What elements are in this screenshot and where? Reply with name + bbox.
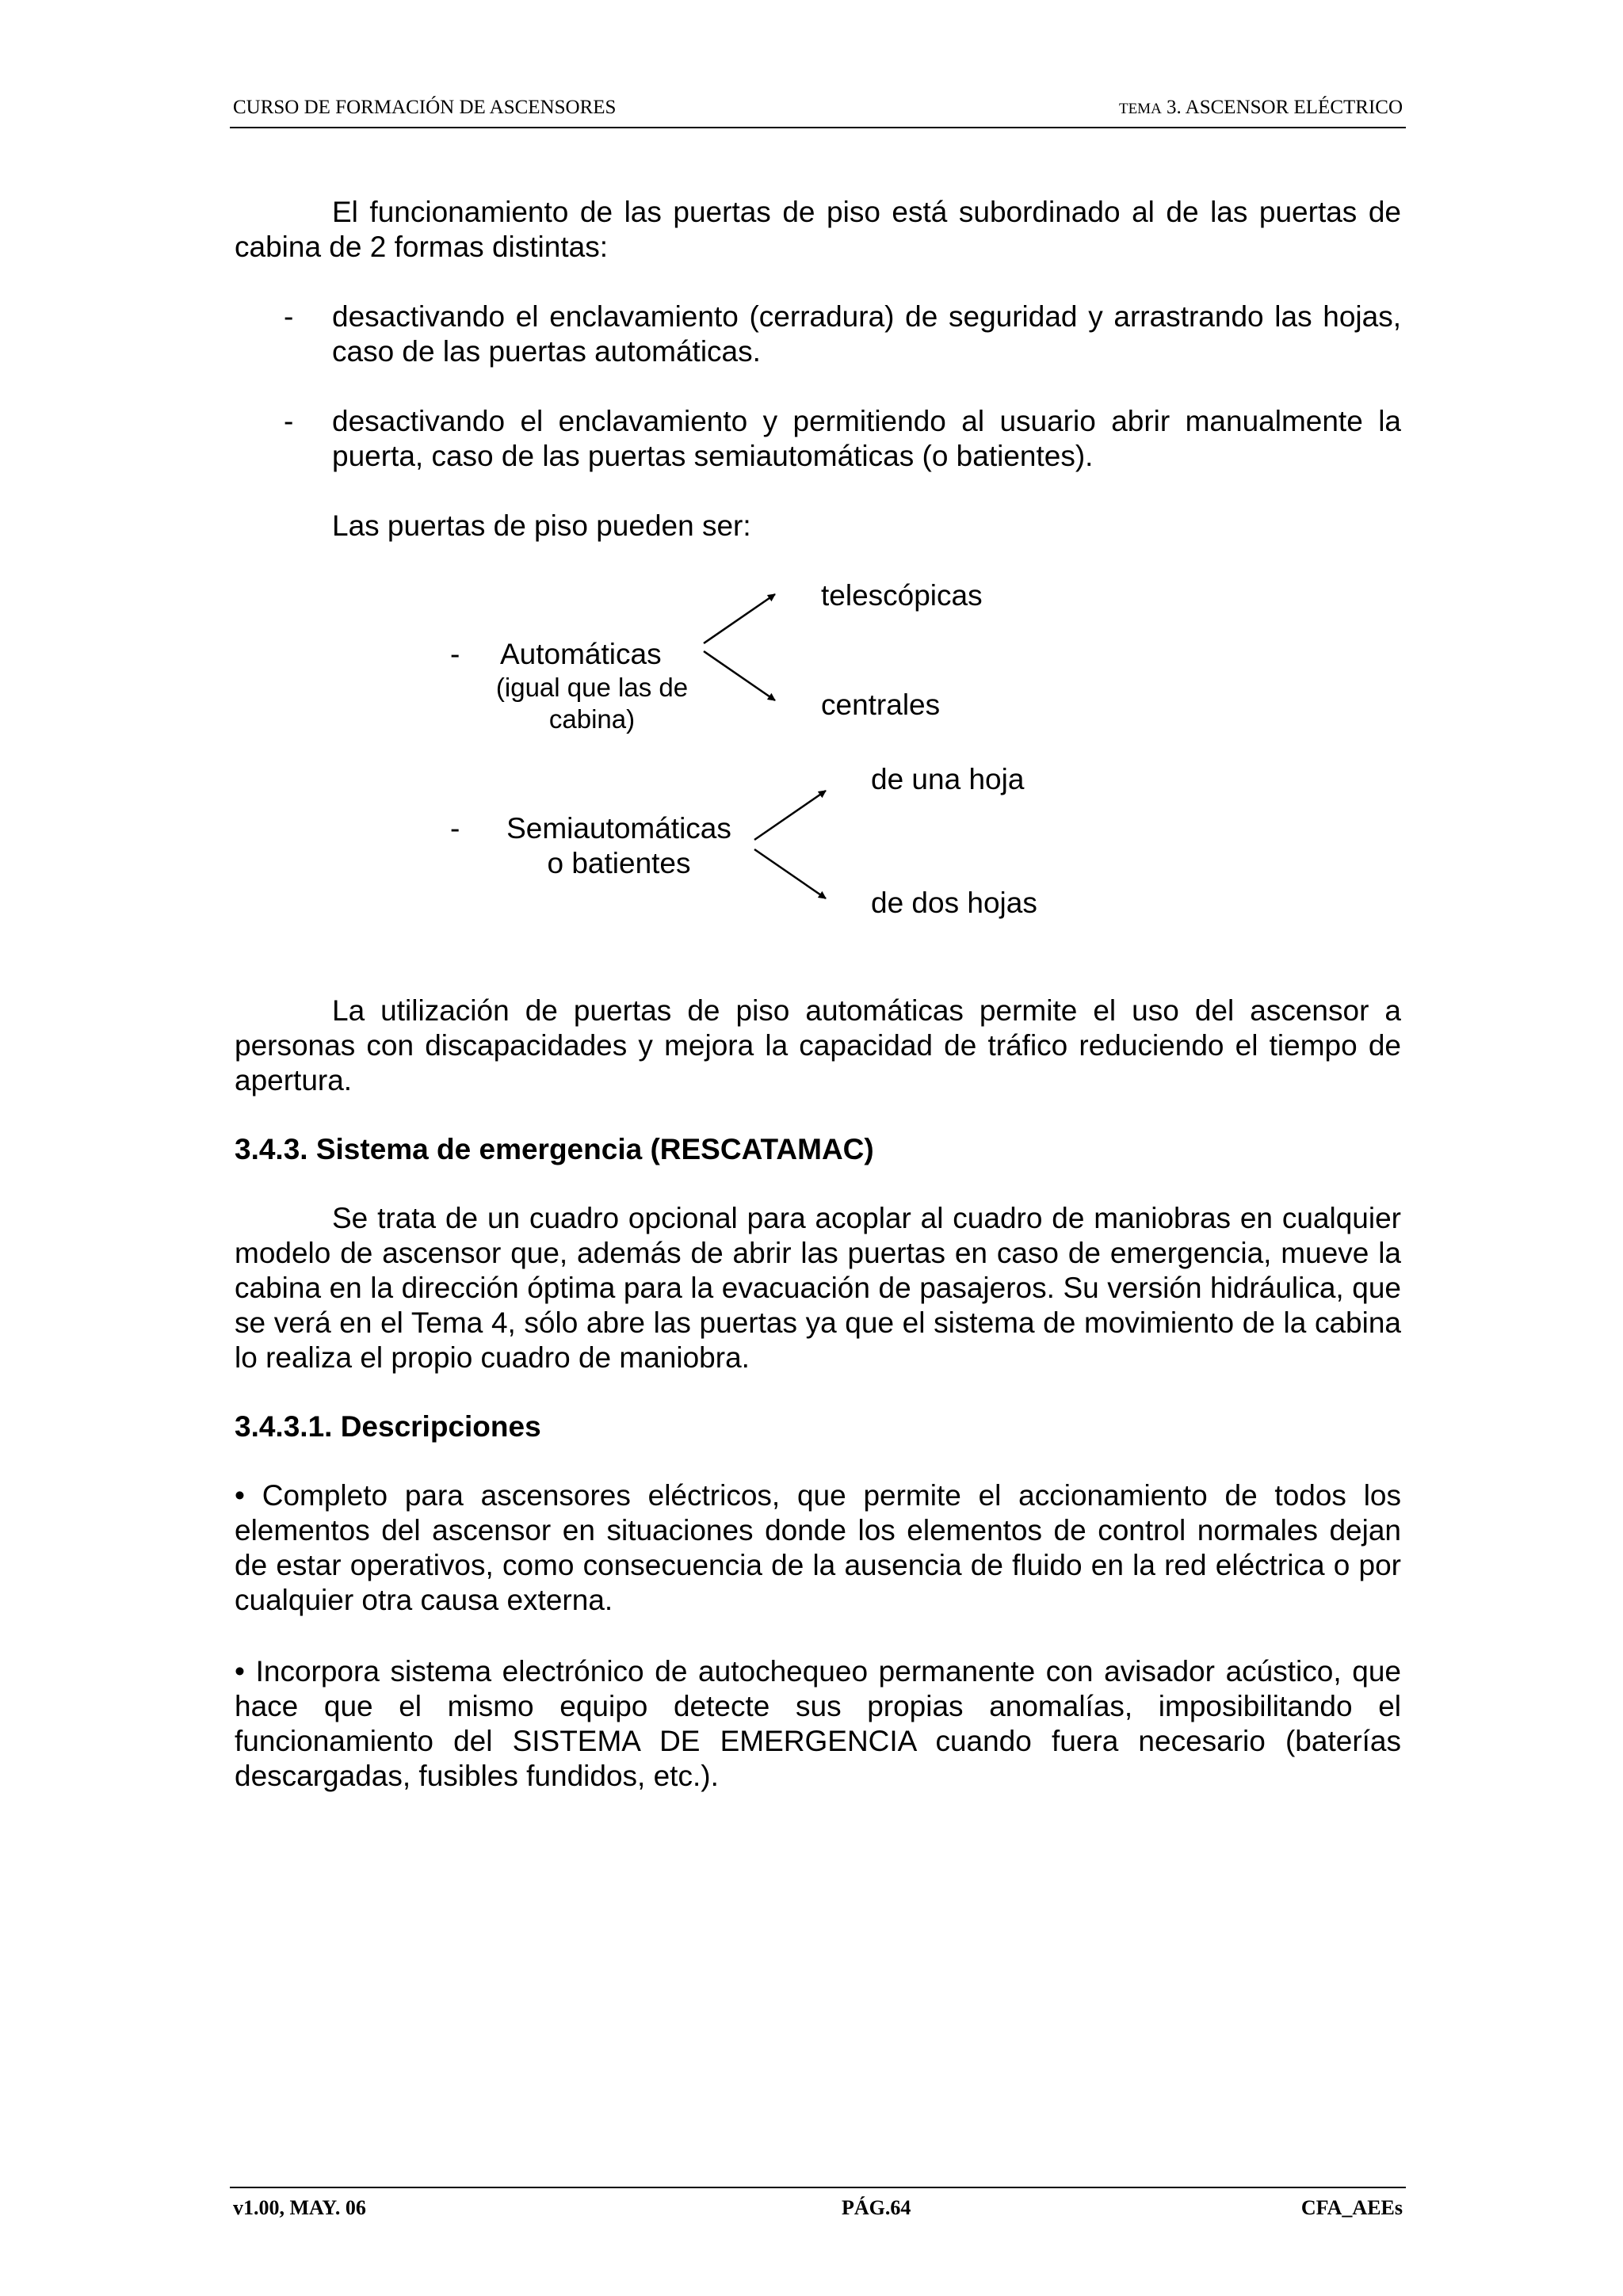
dash-item-text: desactivando el enclavamiento (cerradura) de seguridad y arrastrando las hojas, caso de las puertas automáticas. bbox=[332, 300, 1401, 368]
page-footer bbox=[230, 2187, 1406, 2228]
arrow-to-una-hoja bbox=[754, 791, 826, 840]
automaticas-note-line2: cabina) bbox=[548, 704, 636, 734]
label-semiautomaticas bbox=[500, 811, 738, 881]
rescatamac-text: Se trata de un cuadro opcional para acoplar al cuadro de maniobras en cualquier modelo de ascensor que, además de abrir las puertas en caso de emergencia, mueve la cabina en la dirección óptima para la evacuación de pasajeros. Su versión hidráulica, que se verá en el Tema 4, sólo abre las puertas ya que el sistema de movimiento de la cabina lo realiza el propio cuadro de maniobra. bbox=[235, 1202, 1401, 1374]
automaticas-note-line1: (igual que las de bbox=[495, 673, 689, 702]
header-tema-label: TEMA bbox=[1118, 101, 1162, 117]
label-telescopicas: telescópicas bbox=[821, 579, 983, 612]
label-centrales: centrales bbox=[821, 688, 941, 721]
bullet-paragraph-1 bbox=[235, 1478, 1401, 1618]
footer-document-code: CFA_AEEs bbox=[1300, 2196, 1403, 2219]
header-chapter-name: 3. ASCENSOR ELÉCTRICO bbox=[1161, 97, 1403, 118]
footer-version: v1.00, MAY. 06 bbox=[233, 2196, 366, 2219]
rescatamac-paragraph bbox=[235, 1201, 1401, 1375]
footer-page-number: PÁG.64 bbox=[842, 2196, 911, 2219]
dash-marker: - bbox=[450, 812, 460, 845]
dash-item-text: desactivando el enclavamiento y permitiendo al usuario abrir manualmente la puerta, caso de las puertas semiautomáticas (o batientes). bbox=[332, 405, 1401, 472]
header-course-title: CURSO DE FORMACIÓN DE ASCENSORES bbox=[233, 97, 617, 118]
diagram-arrows bbox=[0, 0, 1623, 1030]
intro-text: El funcionamiento de las puertas de piso está subordinado al de las puertas de cabina de 2 formas distintas: bbox=[235, 196, 1401, 263]
bullet-paragraph-2 bbox=[235, 1654, 1401, 1794]
section-heading-descripciones: 3.4.3.1. Descripciones bbox=[235, 1410, 541, 1443]
utilizacion-paragraph bbox=[235, 994, 1401, 1098]
bullet-text-1: • Completo para ascensores eléctricos, que permite el accionamiento de todos los elementos del ascensor en situaciones donde los elementos de control normales dejan de estar operativos, como consecuencia de la ausencia de fluido en la red eléctrica o por cualquier otra causa externa. bbox=[235, 1479, 1401, 1616]
bullet-text-2: • Incorpora sistema electrónico de autochequeo permanente con avisador acústico, que hace que el mismo equipo detecte sus propias anomalías, imposibilitando el funcionamiento del SISTEMA DE EMERGENCIA cuando fuera necesario (baterías descargadas, fusibles fundidos, etc.). bbox=[235, 1655, 1401, 1792]
label-una-hoja: de una hoja bbox=[871, 763, 1025, 795]
dash-marker: - bbox=[284, 300, 294, 333]
semiautomaticas-line1: Semiautomáticas bbox=[506, 812, 731, 845]
section-heading-rescatamac: 3.4.3. Sistema de emergencia (RESCATAMAC) bbox=[235, 1133, 874, 1165]
arrow-to-dos-hojas bbox=[754, 849, 826, 898]
dash-marker: - bbox=[284, 405, 294, 437]
utilizacion-text: La utilización de puertas de piso automáticas permite el uso del ascensor a personas con discapacidades y mejora la capacidad de tráfico reduciendo el tiempo de apertura. bbox=[235, 994, 1401, 1097]
types-intro: Las puertas de piso pueden ser: bbox=[332, 509, 751, 542]
arrow-to-centrales bbox=[704, 651, 775, 700]
automaticas-note bbox=[485, 672, 699, 735]
dash-marker: - bbox=[450, 638, 460, 670]
label-dos-hojas: de dos hojas bbox=[871, 887, 1037, 919]
semiautomaticas-line2: o batientes bbox=[547, 847, 691, 879]
arrow-to-telescopicas bbox=[704, 594, 775, 643]
label-automaticas: Automáticas bbox=[500, 638, 662, 670]
